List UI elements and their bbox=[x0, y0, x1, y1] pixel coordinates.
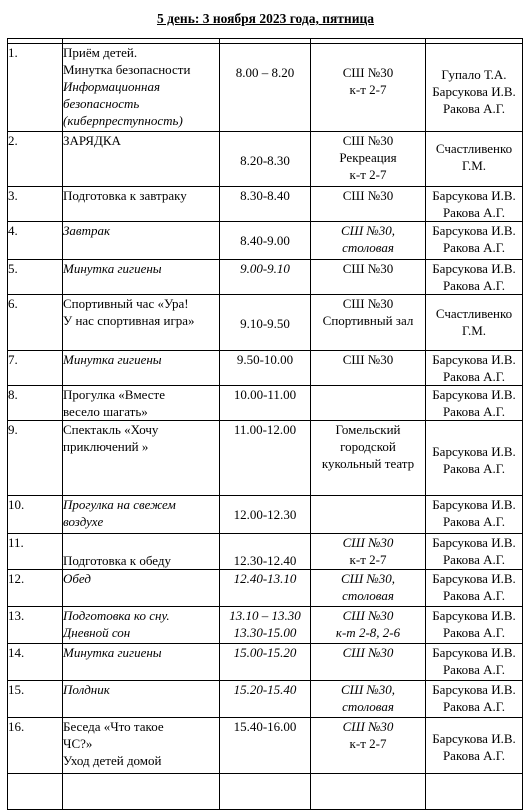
responsible-line: Барсукова И.В. bbox=[432, 608, 516, 623]
responsible-line: Ракова А.Г. bbox=[442, 461, 506, 476]
activity-cell bbox=[63, 222, 220, 260]
responsible-line: Ракова А.Г. bbox=[442, 748, 506, 763]
responsible-line: Барсукова И.В. bbox=[432, 223, 516, 238]
row-number: 12. bbox=[8, 570, 63, 607]
table-row bbox=[8, 132, 523, 187]
responsible-line: Барсукова И.В. bbox=[432, 84, 516, 99]
row-number: 2. bbox=[8, 132, 63, 187]
table-row bbox=[8, 187, 523, 222]
activity-line: воздухе bbox=[63, 514, 104, 529]
place-cell bbox=[311, 607, 426, 644]
responsible-line: Барсукова И.В. bbox=[432, 188, 516, 203]
responsible-cell bbox=[426, 222, 523, 260]
place-line: СШ №30, bbox=[341, 682, 395, 697]
activity-line: ЗАРЯДКА bbox=[63, 133, 121, 148]
responsible-line: Г.М. bbox=[461, 158, 487, 173]
place-cell bbox=[311, 421, 426, 496]
activity-line: Минутка безопасности bbox=[63, 62, 191, 77]
activity-cell bbox=[63, 570, 220, 607]
responsible-line: Г.М. bbox=[461, 323, 487, 338]
responsible-cell bbox=[426, 644, 523, 681]
place-line: кукольный театр bbox=[321, 456, 415, 471]
row-number: 15. bbox=[8, 681, 63, 718]
responsible-line: Ракова А.Г. bbox=[442, 205, 506, 220]
place-cell bbox=[311, 681, 426, 718]
table-row bbox=[8, 421, 523, 496]
row-number: 3. bbox=[8, 187, 63, 222]
place-line: к-т 2-7 bbox=[349, 82, 387, 97]
place-line: СШ №30 bbox=[342, 65, 394, 80]
place-line: СШ №30 bbox=[342, 133, 394, 148]
place-line: городской bbox=[340, 439, 396, 454]
place-cell bbox=[311, 644, 426, 681]
table-row bbox=[8, 718, 523, 774]
activity-line: Подготовка ко сну. bbox=[63, 608, 170, 623]
place-cell bbox=[311, 187, 426, 222]
responsible-cell bbox=[426, 421, 523, 496]
place-cell bbox=[311, 496, 426, 534]
place-cell bbox=[311, 534, 426, 570]
table-row bbox=[8, 570, 523, 607]
responsible-line: Ракова А.Г. bbox=[442, 101, 506, 116]
time-cell: 9.00-9.10 bbox=[220, 260, 311, 295]
place-cell bbox=[311, 222, 426, 260]
activity-cell bbox=[63, 44, 220, 132]
time-cell: 8.00 – 8.20 bbox=[220, 44, 311, 132]
activity-cell bbox=[63, 132, 220, 187]
responsible-line: Барсукова И.В. bbox=[432, 535, 516, 550]
responsible-cell bbox=[426, 260, 523, 295]
activity-line: ЧС?» bbox=[63, 736, 93, 751]
time-cell: 9.50-10.00 bbox=[220, 351, 311, 386]
responsible-cell bbox=[426, 351, 523, 386]
time-cell: 12.40-13.10 bbox=[220, 570, 311, 607]
place-line: СШ №30 bbox=[342, 188, 394, 203]
place-line: СШ №30, bbox=[341, 571, 395, 586]
activity-cell bbox=[63, 681, 220, 718]
row-number: 16. bbox=[8, 718, 63, 774]
activity-line: Приём детей. bbox=[63, 45, 138, 60]
activity-line: Беседа «Что такое bbox=[63, 719, 164, 734]
activity-line: Подготовка к завтраку bbox=[63, 188, 187, 203]
activity-cell bbox=[63, 295, 220, 351]
responsible-cell bbox=[426, 132, 523, 187]
responsible-line: Барсукова И.В. bbox=[432, 352, 516, 367]
place-line: столовая bbox=[342, 588, 394, 603]
table-row bbox=[8, 644, 523, 681]
activity-line: Спектакль «Хочу bbox=[63, 422, 159, 437]
place-line: Рекреация bbox=[339, 150, 397, 165]
responsible-cell bbox=[426, 718, 523, 774]
place-cell bbox=[311, 260, 426, 295]
activity-cell bbox=[63, 260, 220, 295]
place-line: СШ №30 bbox=[342, 719, 394, 734]
time-cell: 8.20-8.30 bbox=[220, 132, 311, 187]
responsible-line: Барсукова И.В. bbox=[432, 645, 516, 660]
responsible-line: Ракова А.Г. bbox=[442, 404, 506, 419]
place-line: СШ №30 bbox=[342, 608, 394, 623]
row-number: 14. bbox=[8, 644, 63, 681]
time-cell: 8.40-9.00 bbox=[220, 222, 311, 260]
row-number: 10. bbox=[8, 496, 63, 534]
place-cell bbox=[311, 718, 426, 774]
responsible-line: Ракова А.Г. bbox=[442, 662, 506, 677]
table-row bbox=[8, 295, 523, 351]
responsible-line: Ракова А.Г. bbox=[442, 588, 506, 603]
time-cell: 11.00-12.00 bbox=[220, 421, 311, 496]
row-number: 5. bbox=[8, 260, 63, 295]
time-cell: 10.00-11.00 bbox=[220, 386, 311, 421]
responsible-line: Барсукова И.В. bbox=[432, 682, 516, 697]
place-line: Гомельский bbox=[335, 422, 401, 437]
place-cell bbox=[311, 132, 426, 187]
activity-cell bbox=[63, 421, 220, 496]
activity-cell bbox=[63, 496, 220, 534]
table-row bbox=[8, 222, 523, 260]
time-cell: 12.00-12.30 bbox=[220, 496, 311, 534]
responsible-cell bbox=[426, 187, 523, 222]
row-number: 7. bbox=[8, 351, 63, 386]
activity-line: приключений » bbox=[63, 439, 149, 454]
time-cell: 12.30-12.40 bbox=[220, 534, 311, 570]
table-row bbox=[8, 681, 523, 718]
activity-line: Уход детей домой bbox=[63, 753, 162, 768]
activity-cell bbox=[63, 718, 220, 774]
place-line: к-т 2-7 bbox=[349, 736, 387, 751]
place-line: СШ №30 bbox=[342, 296, 394, 311]
row-number: 11. bbox=[8, 534, 63, 570]
table-row bbox=[8, 44, 523, 132]
activity-line: Полдник bbox=[63, 682, 110, 697]
time-cell: 9.10-9.50 bbox=[220, 295, 311, 351]
responsible-cell bbox=[426, 295, 523, 351]
activity-line: Прогулка «Вместе bbox=[63, 387, 165, 402]
activity-line: безопасность bbox=[63, 96, 140, 111]
responsible-line: Ракова А.Г. bbox=[442, 699, 506, 714]
activity-line: Прогулка на свежем bbox=[63, 497, 176, 512]
activity-cell bbox=[63, 607, 220, 644]
row-number: 6. bbox=[8, 295, 63, 351]
row-number: 8. bbox=[8, 386, 63, 421]
responsible-line: Барсукова И.В. bbox=[432, 261, 516, 276]
responsible-line: Ракова А.Г. bbox=[442, 240, 506, 255]
row-number: 9. bbox=[8, 421, 63, 496]
responsible-cell bbox=[426, 496, 523, 534]
time-cell: 8.30-8.40 bbox=[220, 187, 311, 222]
time-cell: 15.40-16.00 bbox=[220, 718, 311, 774]
time-cell: 15.00-15.20 bbox=[220, 644, 311, 681]
activity-line: Обед bbox=[63, 571, 91, 586]
table-row bbox=[8, 351, 523, 386]
activity-line: (киберпреступность) bbox=[63, 113, 183, 128]
responsible-cell bbox=[426, 607, 523, 644]
place-cell bbox=[311, 386, 426, 421]
table-row bbox=[8, 386, 523, 421]
place-line: СШ №30, bbox=[341, 223, 395, 238]
activity-cell bbox=[63, 534, 220, 570]
responsible-line: Барсукова И.В. bbox=[432, 444, 516, 459]
responsible-line: Барсукова И.В. bbox=[432, 387, 516, 402]
activity-cell bbox=[63, 386, 220, 421]
page-title: 5 день: 3 ноября 2023 года, пятница bbox=[156, 11, 375, 26]
activity-cell bbox=[63, 351, 220, 386]
table-row bbox=[8, 260, 523, 295]
table-row bbox=[8, 496, 523, 534]
activity-line: У нас спортивная игра» bbox=[63, 313, 195, 328]
row-number: 13. bbox=[8, 607, 63, 644]
responsible-line: Барсукова И.В. bbox=[432, 731, 516, 746]
responsible-cell bbox=[426, 534, 523, 570]
time-line: 13.30-15.00 bbox=[233, 625, 297, 640]
time-cell: 15.20-15.40 bbox=[220, 681, 311, 718]
place-line: СШ №30 bbox=[342, 535, 394, 550]
activity-cell bbox=[63, 187, 220, 222]
responsible-cell bbox=[426, 44, 523, 132]
activity-line: Завтрак bbox=[63, 223, 111, 238]
responsible-line: Ракова А.Г. bbox=[442, 369, 506, 384]
responsible-cell bbox=[426, 570, 523, 607]
activity-line: Минутка гигиены bbox=[63, 645, 162, 660]
responsible-line: Ракова А.Г. bbox=[442, 514, 506, 529]
responsible-line: Счастливенко bbox=[435, 306, 513, 321]
responsible-cell bbox=[426, 386, 523, 421]
activity-line: весело шагать» bbox=[63, 404, 148, 419]
place-cell bbox=[311, 295, 426, 351]
table-row bbox=[8, 607, 523, 644]
activity-line: Минутка гигиены bbox=[63, 352, 162, 367]
activity-line: Дневной сон bbox=[63, 625, 131, 640]
responsible-cell bbox=[426, 681, 523, 718]
schedule-table bbox=[7, 38, 523, 810]
responsible-line: Ракова А.Г. bbox=[442, 278, 506, 293]
responsible-line: Ракова А.Г. bbox=[442, 625, 506, 640]
place-line: СШ №30 bbox=[342, 645, 394, 660]
place-cell bbox=[311, 44, 426, 132]
place-line: столовая bbox=[342, 699, 394, 714]
place-cell bbox=[311, 570, 426, 607]
activity-line: Минутка гигиены bbox=[63, 261, 162, 276]
time-cell bbox=[220, 607, 311, 644]
activity-line: Подготовка к обеду bbox=[63, 553, 171, 568]
place-line: СШ №30 bbox=[342, 352, 394, 367]
table-row-empty bbox=[8, 774, 523, 810]
place-cell bbox=[311, 351, 426, 386]
row-number: 1. bbox=[8, 44, 63, 132]
responsible-line: Барсукова И.В. bbox=[432, 571, 516, 586]
activity-cell bbox=[63, 644, 220, 681]
responsible-line: Гупало Т.А. bbox=[441, 67, 507, 82]
time-line: 13.10 – 13.30 bbox=[229, 608, 301, 623]
responsible-line: Барсукова И.В. bbox=[432, 497, 516, 512]
place-line: к-т 2-7 bbox=[349, 167, 387, 182]
activity-line: Информационная bbox=[63, 79, 160, 94]
place-line: к-т 2-8, 2-6 bbox=[335, 625, 401, 640]
place-line: к-т 2-7 bbox=[349, 552, 387, 567]
row-number: 4. bbox=[8, 222, 63, 260]
place-line: Спортивный зал bbox=[322, 313, 414, 328]
place-line: столовая bbox=[342, 240, 394, 255]
place-line: СШ №30 bbox=[342, 261, 394, 276]
responsible-line: Ракова А.Г. bbox=[442, 552, 506, 567]
table-row bbox=[8, 534, 523, 570]
responsible-line: Счастливенко bbox=[435, 141, 513, 156]
activity-line: Спортивный час «Ура! bbox=[63, 296, 189, 311]
